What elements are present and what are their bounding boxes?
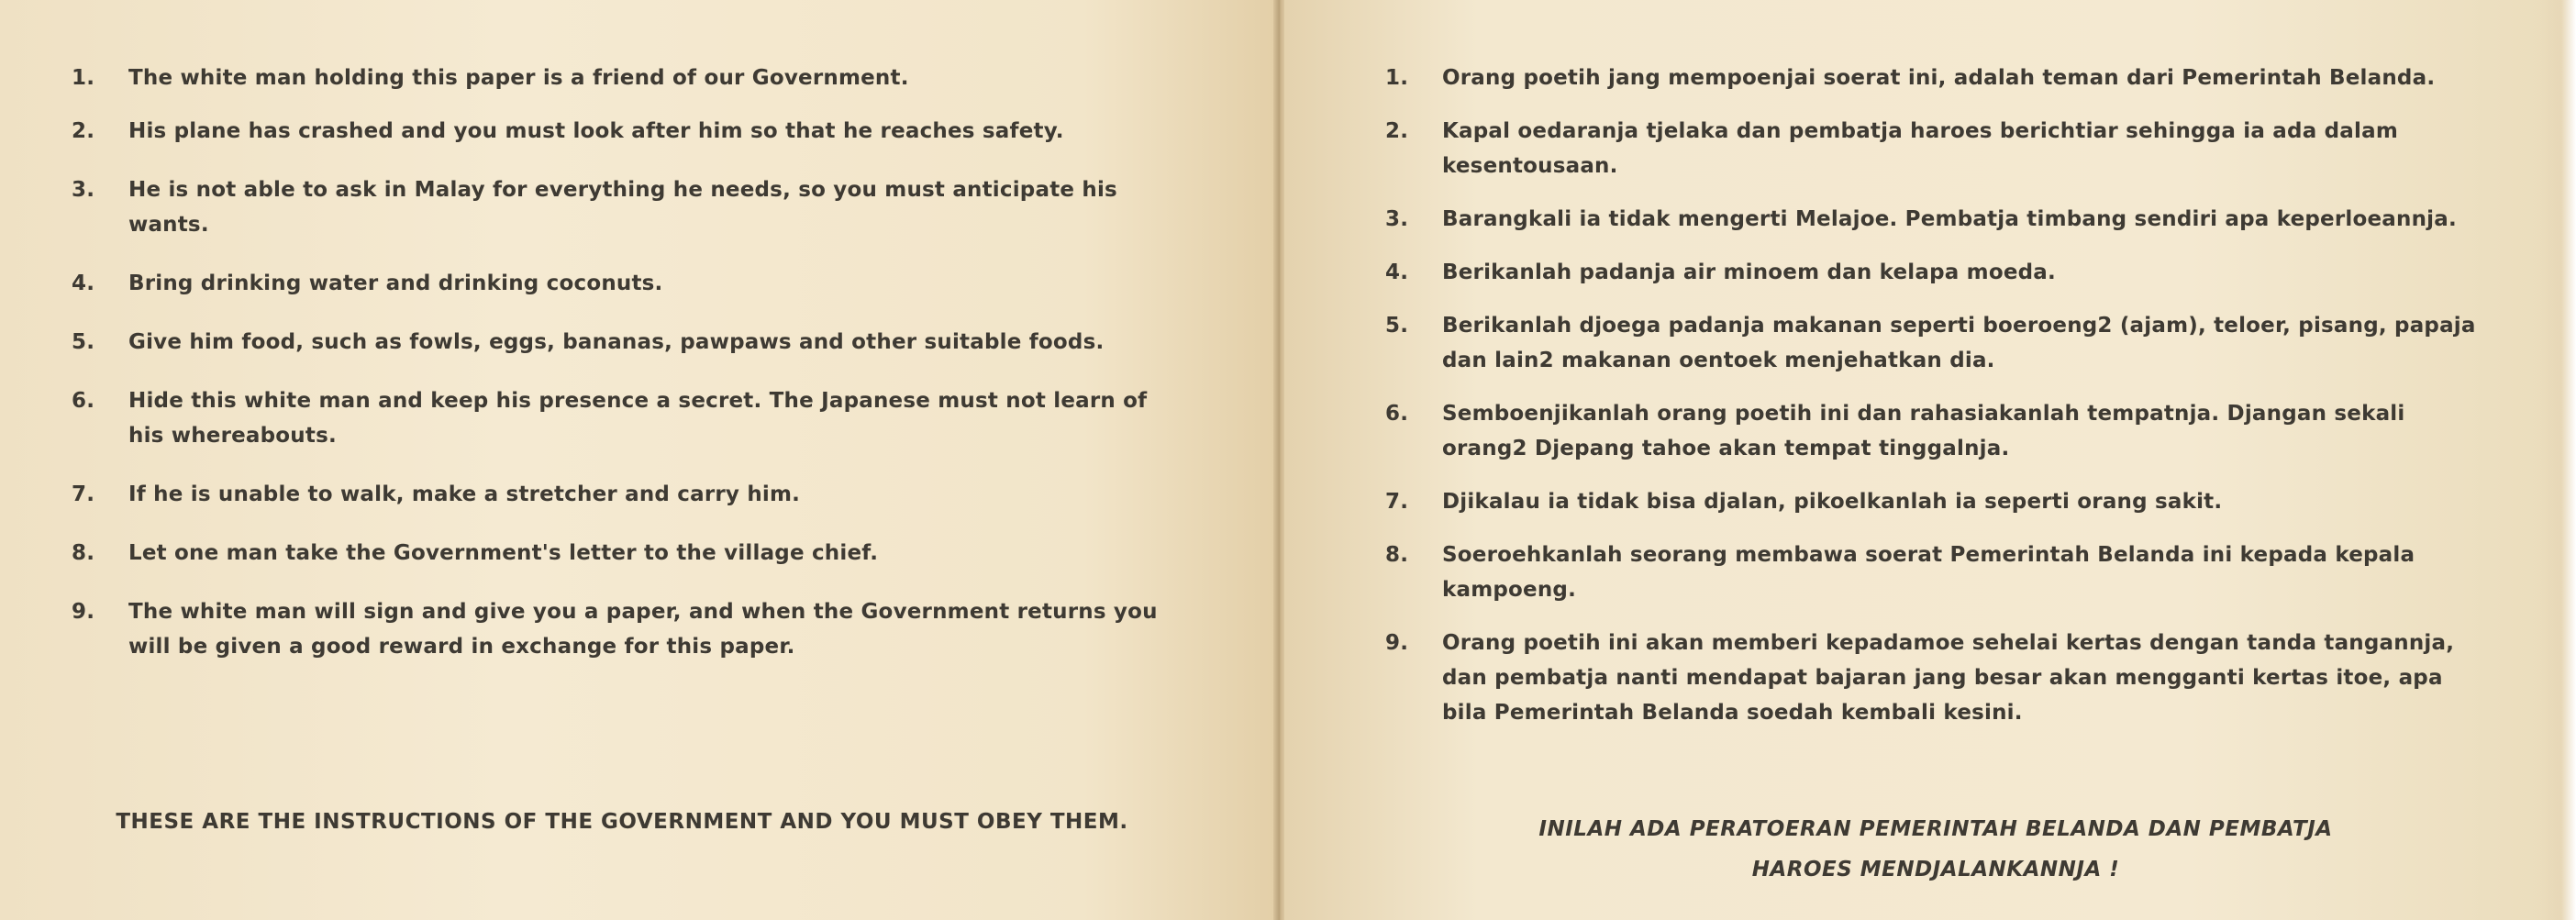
paper-edge	[2539, 0, 2576, 920]
english-instruction-6	[72, 383, 1172, 453]
item-text: The white man holding this paper is a friend of our Government.	[128, 66, 909, 90]
item-text: His plane has crashed and you must look after him so that he reaches safety.	[128, 119, 1064, 143]
item-number: 8.	[72, 541, 95, 565]
item-number: 7.	[1385, 490, 1409, 514]
item-text: Barangkali ia tidak mengerti Melajoe. Pembatja timbang sendiri apa keperloeannja.	[1442, 207, 2457, 231]
item-text: Berikanlah djoega padanja makanan seperti boeroeng2 (ajam), teloer, pisang, papaja dan lain2 makanan oentoek menjehatkan dia.	[1442, 314, 2476, 372]
item-text: If he is unable to walk, make a stretcher and carry him.	[128, 482, 801, 506]
dutch-malay-instruction-3	[1385, 202, 2486, 237]
item-number: 2.	[72, 119, 95, 143]
item-number: 6.	[72, 389, 95, 413]
dutch-malay-instruction-9	[1385, 626, 2486, 730]
item-number: 4.	[1385, 260, 1409, 284]
item-number: 4.	[72, 272, 95, 295]
dutch-malay-instruction-8	[1385, 538, 2486, 607]
item-text: Berikanlah padanja air minoem dan kelapa moeda.	[1442, 260, 2056, 284]
english-closing-statement: THESE ARE THE INSTRUCTIONS OF THE GOVERNMENT AND YOU MUST OBEY THEM.	[116, 810, 1128, 834]
english-instructions-list	[72, 61, 1172, 664]
english-instruction-8	[72, 536, 1172, 571]
dutch-malay-instruction-1	[1385, 61, 2486, 95]
english-instruction-1	[72, 61, 1172, 95]
item-text: Djikalau ia tidak bisa djalan, pikoelkanlah ia seperti orang sakit.	[1442, 490, 2223, 514]
item-number: 1.	[72, 66, 95, 90]
dutch-malay-instruction-4	[1385, 255, 2486, 290]
item-number: 3.	[72, 178, 95, 202]
item-text: Kapal oedaranja tjelaka dan pembatja haroes berichtiar sehingga ia ada dalam kesentousaan.	[1442, 119, 2398, 178]
item-text: Hide this white man and keep his presence a secret. The Japanese must not learn of his whereabouts.	[128, 389, 1148, 448]
dutch-malay-instruction-2	[1385, 114, 2486, 183]
item-text: Bring drinking water and drinking coconuts.	[128, 272, 663, 295]
item-number: 2.	[1385, 119, 1409, 143]
english-instruction-7	[72, 477, 1172, 512]
english-instruction-4	[72, 266, 1172, 301]
english-instruction-5	[72, 325, 1172, 360]
item-number: 9.	[1385, 631, 1409, 655]
item-number: 6.	[1385, 402, 1409, 426]
item-number: 5.	[1385, 314, 1409, 338]
item-text: Soeroehkanlah seorang membawa soerat Pemerintah Belanda ini kepada kepala kampoeng.	[1442, 543, 2415, 602]
dutch-malay-closing-statement	[1385, 809, 2486, 890]
dutch-malay-instructions-list	[1385, 61, 2486, 730]
item-text: Let one man take the Government's letter to the village chief.	[128, 541, 879, 565]
item-number: 5.	[72, 330, 95, 354]
item-text: The white man will sign and give you a paper, and when the Government returns you will be given a good reward in exchange for this paper.	[128, 600, 1158, 659]
item-text: Orang poetih jang mempoenjai soerat ini, adalah teman dari Pemerintah Belanda.	[1442, 66, 2436, 90]
item-text: Give him food, such as fowls, eggs, bananas, pawpaws and other suitable foods.	[128, 330, 1105, 354]
closing-line-2: HAROES MENDJALANKANNJA !	[1751, 858, 2120, 881]
item-number: 1.	[1385, 66, 1409, 90]
english-instruction-3	[72, 172, 1172, 242]
item-text: Orang poetih ini akan memberi kepadamoe sehelai kertas dengan tanda tangannja, dan pembatja nanti mendapat bajaran jang besar akan mengganti kertas itoe, apa bila Pemerintah Belanda soedah kembali kesini.	[1442, 631, 2455, 725]
dutch-malay-instruction-6	[1385, 396, 2486, 466]
item-number: 7.	[72, 482, 95, 506]
closing-line-1: INILAH ADA PERATOERAN PEMERINTAH BELANDA DAN PEMBATJA	[1538, 817, 2333, 841]
english-instruction-2	[72, 114, 1172, 149]
item-number: 8.	[1385, 543, 1409, 567]
dutch-malay-instruction-7	[1385, 484, 2486, 519]
english-instruction-9	[72, 594, 1172, 664]
item-text: He is not able to ask in Malay for everything he needs, so you must anticipate his wants.	[128, 178, 1117, 237]
dutch-malay-instruction-5	[1385, 308, 2486, 378]
item-number: 3.	[1385, 207, 1409, 231]
item-number: 9.	[72, 600, 95, 624]
item-text: Semboenjikanlah orang poetih ini dan rahasiakanlah tempatnja. Djangan sekali orang2 Djepang tahoe akan tempat tinggalnja.	[1442, 402, 2405, 460]
